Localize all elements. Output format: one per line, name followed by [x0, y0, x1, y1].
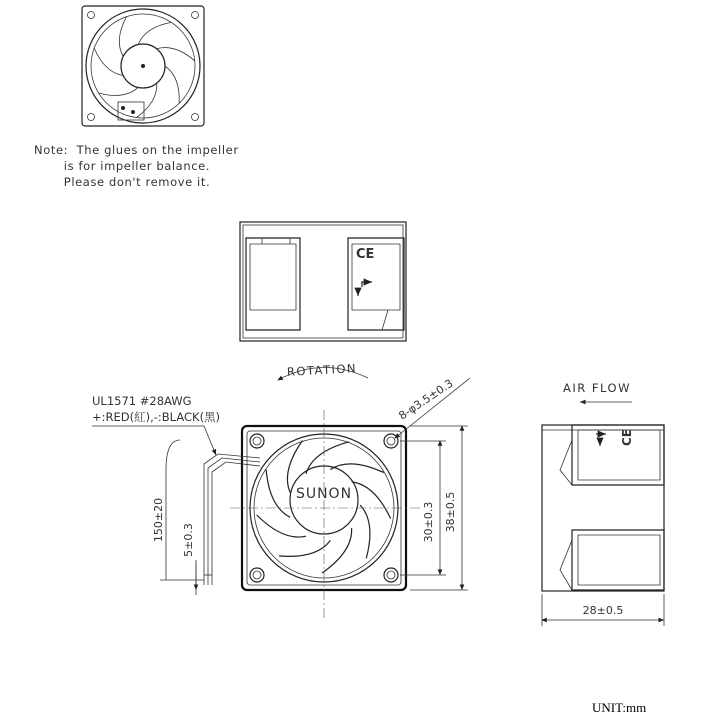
lead-length-dimension [152, 440, 204, 595]
svg-text:ROTATION: ROTATION [286, 361, 358, 379]
impeller-blade [257, 515, 306, 537]
note-line-2: is for impeller balance. [63, 159, 211, 173]
side-view [542, 381, 664, 626]
brand-label: SUNON [295, 486, 353, 502]
impeller-blade [266, 469, 290, 517]
impeller-blade [306, 442, 349, 474]
svg-text:+:RED(紅),-:BLACK(黑): +:RED(紅),-:BLACK(黑) [92, 410, 221, 424]
side-direction-arrows-icon [596, 434, 606, 446]
impeller-blade [360, 505, 370, 558]
rotation-indicator [278, 361, 368, 380]
wire-label [92, 394, 220, 455]
air-flow-label: AIR FLOW [563, 381, 631, 395]
impeller-note [34, 142, 239, 190]
impeller-blade [99, 87, 139, 95]
note-prefix: Note: [34, 143, 69, 157]
impeller-blade [165, 66, 179, 103]
svg-text:CE: CE [356, 247, 375, 262]
note-line-1: The glues on the impeller [76, 143, 239, 157]
svg-text:5±0.3: 5±0.3 [182, 523, 195, 557]
hole-dimension [395, 377, 470, 438]
svg-text:UL1571 #28AWG: UL1571 #28AWG [92, 394, 192, 408]
top-view [240, 222, 406, 341]
back-view-fan [82, 6, 204, 126]
impeller-blade [138, 22, 171, 44]
ce-mark-side [620, 429, 634, 446]
note-line-3: Please don't remove it. [63, 175, 211, 189]
impeller-blade [136, 83, 156, 117]
svg-text:28±0.5: 28±0.5 [582, 604, 624, 617]
impeller-blade [322, 528, 352, 573]
impeller-blade [94, 48, 123, 75]
lead-wires [204, 454, 260, 585]
svg-text:CE: CE [620, 428, 634, 446]
impeller-blade [287, 441, 302, 493]
svg-text:38±0.5: 38±0.5 [444, 491, 457, 533]
svg-text:150±20: 150±20 [152, 497, 165, 543]
svg-text:30±0.3: 30±0.3 [422, 501, 435, 543]
impeller-blade [330, 464, 384, 473]
direction-arrows-icon [358, 282, 372, 296]
ce-mark-top [356, 247, 374, 262]
impeller-blade [157, 48, 195, 61]
impeller-blade [119, 17, 126, 57]
front-view-fan [230, 410, 420, 620]
svg-text:8-φ3.5±0.3: 8-φ3.5±0.3 [396, 376, 456, 423]
impeller-blade [279, 541, 330, 557]
unit-label: UNIT:mm [592, 700, 647, 715]
